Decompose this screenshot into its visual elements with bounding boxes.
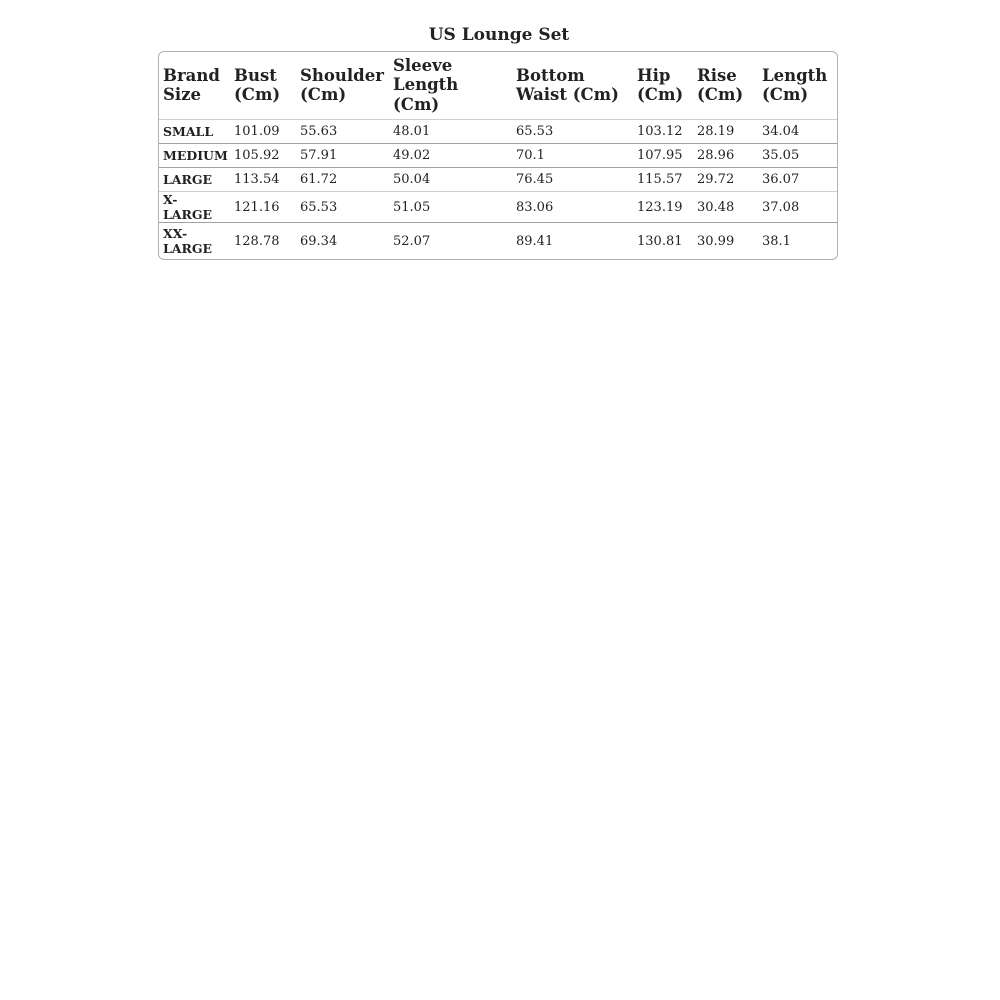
header-rise: Rise (Cm) [693, 52, 758, 120]
hip-cell: 123.19 [633, 192, 693, 223]
length-cell: 38.1 [762, 233, 791, 249]
bust-cell: 101.09 [230, 120, 296, 144]
header-row [159, 52, 837, 120]
bust-cell: 121.16 [230, 192, 296, 223]
table-row [159, 144, 837, 168]
size-cell: X-LARGE [159, 192, 230, 223]
rise-cell: 30.99 [697, 233, 735, 249]
size-cell: SMALL [159, 120, 230, 144]
shoulder-cell: 55.63 [296, 120, 389, 144]
bust-cell: 128.78 [234, 233, 280, 249]
bottom-waist-cell: 65.53 [512, 120, 633, 144]
table-row [159, 168, 837, 192]
header-shoulder: Shoulder (Cm) [296, 52, 389, 120]
rise-cell: 28.19 [693, 120, 758, 144]
rise-cell: 28.96 [693, 144, 758, 168]
size-chart-table [158, 51, 838, 260]
bust-cell: 113.54 [230, 168, 296, 192]
shoulder-cell: 69.34 [300, 233, 338, 249]
size-cell: XX-LARGE [163, 226, 213, 256]
length-cell: 34.04 [758, 120, 837, 144]
header-hip: Hip (Cm) [633, 52, 693, 120]
shoulder-cell: 61.72 [296, 168, 389, 192]
size-cell: LARGE [159, 168, 230, 192]
page-title: US Lounge Set [428, 25, 570, 45]
bottom-waist-cell: 76.45 [512, 168, 633, 192]
header-sleeve-length: Sleeve Length (Cm) [389, 52, 512, 120]
bottom-waist-cell: 83.06 [512, 192, 633, 223]
table-row [159, 192, 837, 223]
length-cell: 35.05 [758, 144, 837, 168]
hip-cell: 103.12 [633, 120, 693, 144]
length-cell: 36.07 [758, 168, 837, 192]
shoulder-cell: 57.91 [296, 144, 389, 168]
bottom-waist-cell: 89.41 [516, 233, 554, 249]
length-cell: 37.08 [758, 192, 837, 223]
sleeve-length-cell: 50.04 [389, 168, 512, 192]
table-row [159, 223, 837, 260]
sleeve-length-cell: 48.01 [389, 120, 512, 144]
hip-cell: 115.57 [633, 168, 693, 192]
sleeve-length-cell: 51.05 [389, 192, 512, 223]
shoulder-cell: 65.53 [296, 192, 389, 223]
bust-cell: 105.92 [230, 144, 296, 168]
sleeve-length-cell: 49.02 [389, 144, 512, 168]
table-row [159, 120, 837, 144]
hip-cell: 107.95 [633, 144, 693, 168]
rise-cell: 30.48 [693, 192, 758, 223]
rise-cell: 29.72 [693, 168, 758, 192]
bottom-waist-cell: 70.1 [512, 144, 633, 168]
header-brand-size: Brand Size [159, 52, 230, 120]
header-length: Length (Cm) [758, 52, 837, 120]
sleeve-length-cell: 52.07 [393, 233, 431, 249]
header-bottom-waist: Bottom Waist (Cm) [512, 52, 633, 120]
size-cell: MEDIUM [159, 144, 230, 168]
hip-cell: 130.81 [637, 233, 683, 249]
header-bust: Bust (Cm) [230, 52, 296, 120]
